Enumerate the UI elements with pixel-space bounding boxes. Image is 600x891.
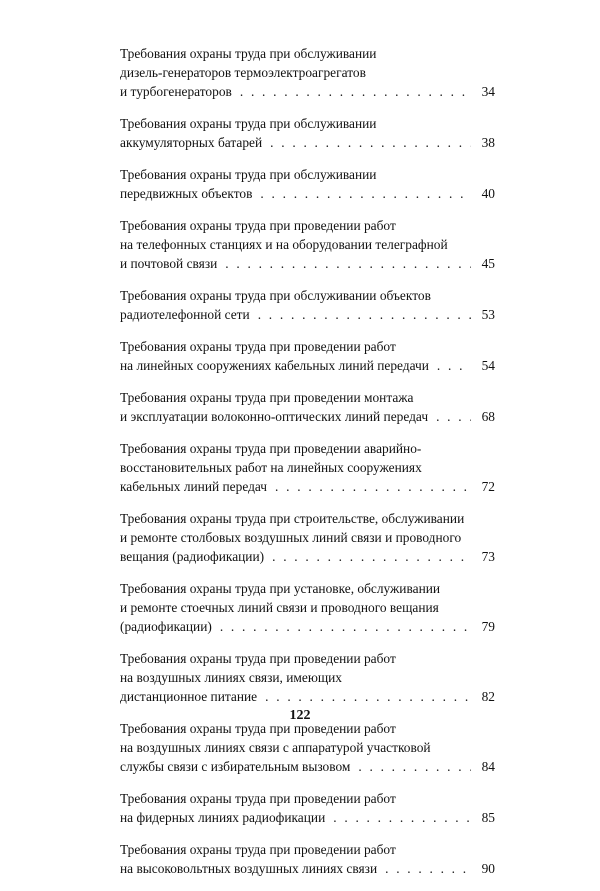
toc-page-number: 45 — [481, 256, 495, 271]
toc-entry — [120, 649, 495, 706]
toc-entry-title-line: Требования охраны труда при установке, обслуживании — [120, 581, 441, 596]
toc-page-number: 90 — [481, 861, 495, 876]
toc-entry — [120, 719, 495, 776]
toc-entry-title-line: Требования охраны труда при строительстве, обслуживании — [120, 511, 465, 526]
toc-page-number: 79 — [481, 619, 495, 634]
toc-entry-title-line: Требования охраны труда при обслуживании — [120, 116, 377, 131]
table-of-contents — [120, 44, 495, 891]
toc-entry-final-line — [120, 82, 495, 101]
toc-entry-title-line: кабельных линий передач — [120, 479, 268, 494]
toc-page-number: 54 — [481, 358, 495, 373]
dot-leader — [270, 133, 471, 152]
dot-leader — [260, 184, 471, 203]
toc-entry-final-line — [120, 859, 495, 878]
toc-entry-final-line — [120, 356, 495, 375]
toc-entry — [120, 388, 495, 426]
toc-entry-title-line: на телефонных станциях и на оборудовании телеграфной — [120, 237, 448, 252]
toc-entry-title-line: на фидерных линиях радиофикации — [120, 810, 326, 825]
toc-page-number: 53 — [481, 307, 495, 322]
toc-entry-title-line: и ремонте стоечных линий связи и проводного вещания — [120, 600, 439, 615]
toc-entry-title-line: аккумуляторных батарей — [120, 135, 263, 150]
toc-entry-title-line: Требования охраны труда при обслуживании объектов — [120, 288, 431, 303]
toc-entry-final-line — [120, 407, 495, 426]
dot-leader — [385, 859, 471, 878]
toc-entry-title-line: Требования охраны труда при обслуживании — [120, 167, 377, 182]
toc-entry — [120, 114, 495, 152]
dot-leader — [240, 82, 471, 101]
toc-page-number: 85 — [481, 810, 495, 825]
toc-entry-title-line: Требования охраны труда при проведении аварийно- — [120, 441, 422, 456]
dot-leader — [220, 617, 471, 636]
toc-entry-title-line: Требования охраны труда при проведении работ — [120, 791, 396, 806]
toc-entry-final-line — [120, 687, 495, 706]
dot-leader — [437, 356, 471, 375]
toc-entry-title-line: передвижных объектов — [120, 186, 253, 201]
toc-entry-title-line: и турбогенераторов — [120, 84, 232, 99]
toc-entry — [120, 286, 495, 324]
toc-entry-title-line: Требования охраны труда при проведении работ — [120, 721, 396, 736]
toc-entry-title-line: Требования охраны труда при обслуживании — [120, 46, 377, 61]
dot-leader — [258, 305, 471, 324]
toc-page-number: 73 — [481, 549, 495, 564]
dot-leader — [275, 477, 471, 496]
toc-entry-final-line — [120, 808, 495, 827]
toc-entry — [120, 44, 495, 101]
toc-page-number: 72 — [481, 479, 495, 494]
toc-page-number: 68 — [481, 409, 495, 424]
toc-entry-title-line: вещания (радиофикации) — [120, 549, 265, 564]
toc-entry-title-line: и почтовой связи — [120, 256, 218, 271]
toc-entry — [120, 579, 495, 636]
toc-entry-final-line — [120, 305, 495, 324]
toc-entry-title-line: на воздушных линиях связи с аппаратурой участковой — [120, 740, 431, 755]
toc-page-number: 38 — [481, 135, 495, 150]
toc-entry — [120, 789, 495, 827]
dot-leader — [436, 407, 471, 426]
toc-entry — [120, 165, 495, 203]
toc-entry — [120, 216, 495, 273]
toc-entry-final-line — [120, 477, 495, 496]
toc-entry-final-line — [120, 184, 495, 203]
toc-entry — [120, 337, 495, 375]
toc-entry — [120, 509, 495, 566]
toc-page-number: 40 — [481, 186, 495, 201]
toc-page-number: 34 — [481, 84, 495, 99]
toc-entry-final-line — [120, 133, 495, 152]
toc-entry-final-line — [120, 617, 495, 636]
toc-entry-title-line: (радиофикации) — [120, 619, 212, 634]
toc-entry-final-line — [120, 757, 495, 776]
toc-entry-title-line: на высоковольтных воздушных линиях связи — [120, 861, 378, 876]
toc-entry-title-line: Требования охраны труда при проведении работ — [120, 842, 396, 857]
dot-leader — [265, 687, 471, 706]
toc-entry-title-line: на воздушных линиях связи, имеющих — [120, 670, 342, 685]
toc-entry-title-line: радиотелефонной сети — [120, 307, 250, 322]
toc-entry — [120, 439, 495, 496]
toc-page-number: 82 — [481, 689, 495, 704]
toc-entry-title-line: восстановительных работ на линейных сооружениях — [120, 460, 422, 475]
toc-entry-final-line — [120, 254, 495, 273]
toc-entry-title-line: на линейных сооружениях кабельных линий передачи — [120, 358, 429, 373]
page-number: 122 — [289, 708, 311, 723]
dot-leader — [333, 808, 471, 827]
dot-leader — [225, 254, 471, 273]
toc-entry-title-line: дизель-генераторов термоэлектроагрегатов — [120, 65, 366, 80]
toc-page-number: 84 — [481, 759, 495, 774]
toc-entry — [120, 840, 495, 878]
toc-entry-title-line: службы связи с избирательным вызовом — [120, 759, 351, 774]
toc-entry-title-line: и эксплуатации волоконно-оптических линий передач — [120, 409, 429, 424]
toc-entry-title-line: Требования охраны труда при проведении работ — [120, 651, 396, 666]
toc-entry-title-line: Требования охраны труда при проведении монтажа — [120, 390, 414, 405]
toc-entry-title-line: и ремонте столбовых воздушных линий связи и проводного — [120, 530, 462, 545]
dot-leader — [358, 757, 471, 776]
toc-entry-final-line — [120, 547, 495, 566]
toc-entry-title-line: Требования охраны труда при проведении работ — [120, 218, 396, 233]
toc-entry-title-line: Требования охраны труда при проведении работ — [120, 339, 396, 354]
dot-leader — [272, 547, 471, 566]
toc-entry-title-line: дистанционное питание — [120, 689, 258, 704]
